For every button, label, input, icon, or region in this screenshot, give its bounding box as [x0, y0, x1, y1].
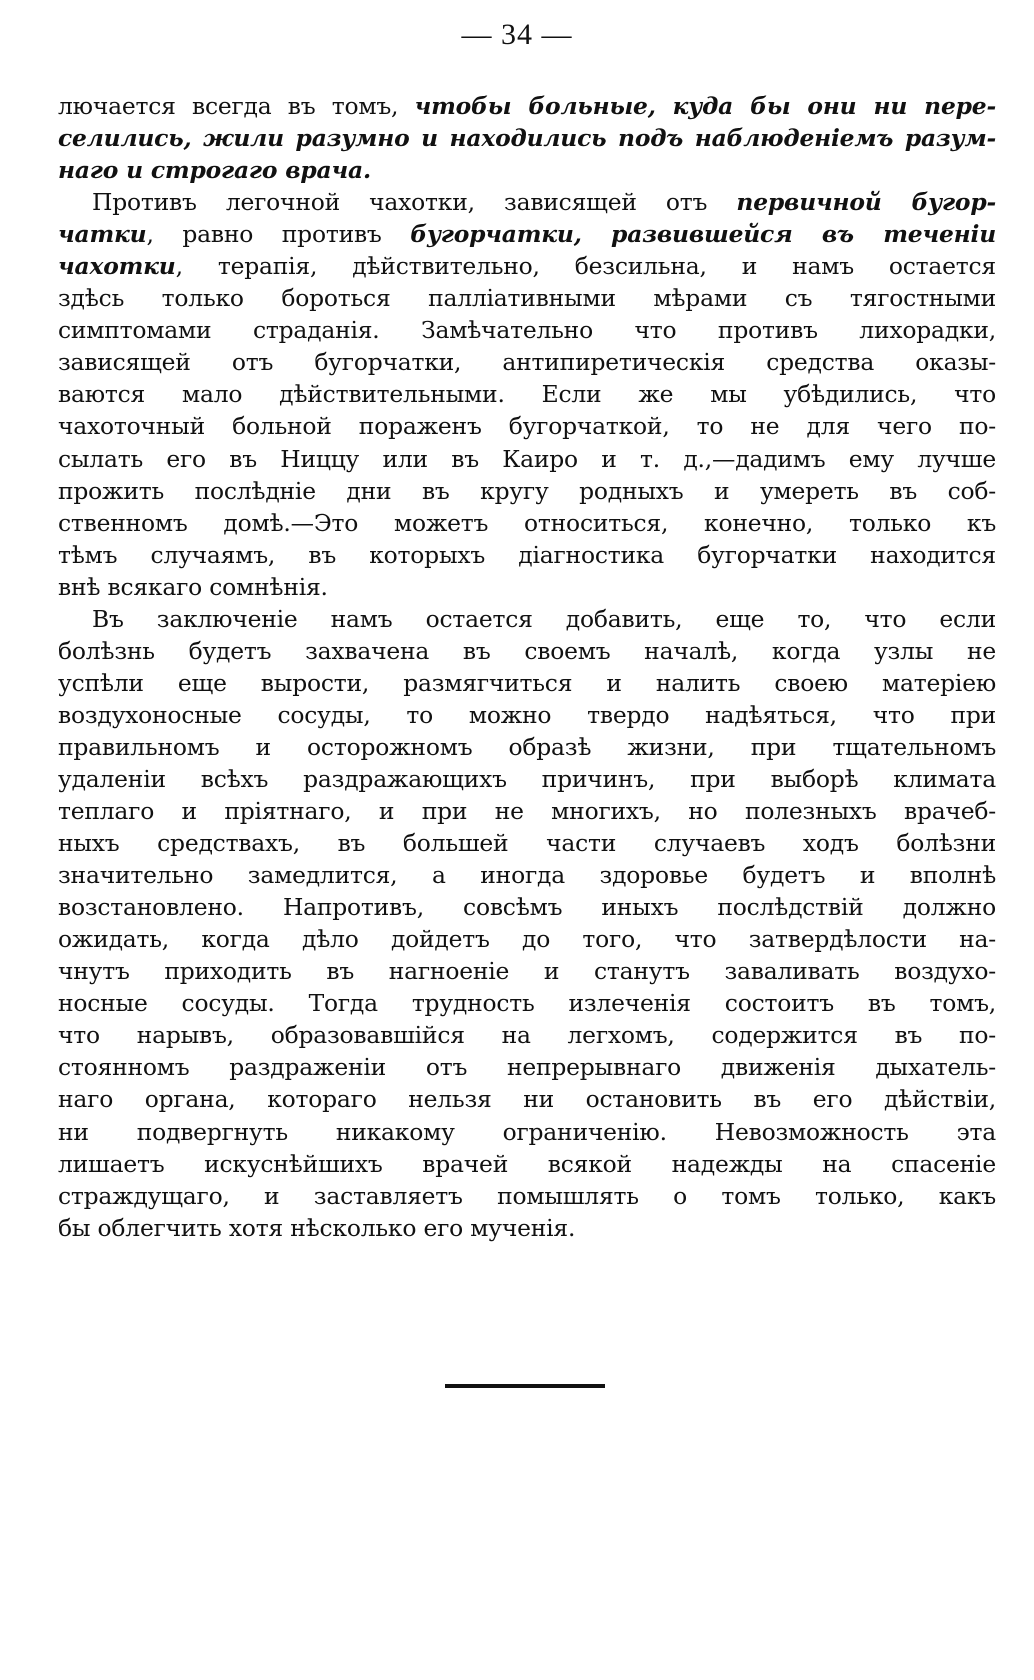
text-segment: ственномъ домѣ.—Это можетъ относиться, конечно, только къ	[58, 508, 996, 537]
end-rule	[445, 1384, 605, 1388]
text-segment: тѣмъ случаямъ, въ которыхъ діагностика бугорчатки находится	[58, 540, 996, 569]
text-line	[58, 1116, 996, 1148]
text-line	[58, 154, 996, 186]
italic-text-segment: наго и строгаго врача.	[58, 156, 371, 185]
text-segment: удаленіи всѣхъ раздражающихъ причинъ, при выборѣ климата	[58, 764, 996, 793]
text-line	[58, 571, 996, 603]
text-segment: Противъ легочной чахотки, зависящей отъ	[92, 188, 737, 217]
text-line	[58, 667, 996, 699]
body-text	[58, 90, 996, 1244]
italic-text-segment: селились, жили разумно и находились подъ наблюденіемъ разум-	[58, 124, 996, 153]
text-segment: страждущаго, и заставляетъ помышлять о томъ только, какъ	[58, 1181, 996, 1210]
text-line	[58, 282, 996, 314]
text-line	[58, 987, 996, 1019]
text-line	[58, 475, 996, 507]
text-line	[58, 250, 996, 282]
text-line	[58, 443, 996, 475]
text-line	[58, 90, 996, 122]
text-segment: носные сосуды. Тогда трудность излеченія состоитъ въ томъ,	[58, 989, 996, 1018]
text-segment: , терапія, дѣйствительно, безсильна, и намъ остается	[175, 252, 996, 281]
text-segment: зависящей отъ бугорчатки, антипиретическія средства оказы-	[58, 348, 996, 377]
text-segment: значительно замедлится, а иногда здоровье будетъ и вполнѣ	[58, 861, 996, 890]
text-line	[58, 859, 996, 891]
text-line	[58, 1212, 996, 1244]
text-segment: симптомами страданія. Замѣчательно что противъ лихорадки,	[58, 316, 996, 345]
text-line	[58, 731, 996, 763]
text-segment: ожидать, когда дѣло дойдетъ до того, что затвердѣлости на-	[58, 925, 996, 954]
text-segment: здѣсь только бороться палліативными мѣрами съ тягостными	[58, 284, 996, 313]
italic-text-segment: первичной бугор-	[736, 188, 996, 217]
text-segment: , равно противъ	[146, 220, 411, 249]
text-line	[58, 827, 996, 859]
text-line	[58, 1148, 996, 1180]
text-segment: наго органа, котораго нельзя ни остановить въ его дѣйствіи,	[58, 1085, 996, 1114]
italic-text-segment: бугорчатки, развившейся въ теченіи	[410, 220, 996, 249]
text-segment: ваются мало дѣйствительными. Если же мы убѣдились, что	[58, 380, 996, 409]
text-line	[58, 346, 996, 378]
text-line	[58, 539, 996, 571]
text-line	[58, 923, 996, 955]
text-segment: ни подвергнуть никакому ограниченію. Невозможность эта	[58, 1117, 996, 1146]
text-segment: болѣзнь будетъ захвачена въ своемъ началѣ, когда узлы не	[58, 636, 996, 665]
text-segment: воздухоносные сосуды, то можно твердо надѣяться, что при	[58, 700, 996, 729]
text-segment: чнутъ приходить въ нагноеніе и станутъ заваливать воздухо-	[58, 957, 996, 986]
text-line	[58, 122, 996, 154]
italic-text-segment: чтобы больные, куда бы они ни пере-	[414, 92, 996, 120]
italic-text-segment: чатки	[58, 220, 147, 249]
text-segment: бы облегчить хотя нѣсколько его мученія.	[58, 1213, 576, 1242]
text-segment: возстановлено. Напротивъ, совсѣмъ иныхъ послѣдствій должно	[58, 893, 996, 922]
text-segment: лючается всегда въ томъ,	[58, 92, 415, 120]
text-segment: стоянномъ раздраженіи отъ непрерывнаго движенія дыхатель-	[58, 1053, 996, 1082]
text-segment: что нарывъ, образовавшійся на легхомъ, содержится въ по-	[58, 1021, 996, 1050]
text-line	[58, 955, 996, 987]
text-segment: внѣ всякаго сомнѣнія.	[58, 572, 328, 601]
text-line	[58, 186, 996, 218]
text-line	[58, 1051, 996, 1083]
text-segment: прожить послѣдніе дни въ кругу родныхъ и умереть въ соб-	[58, 476, 996, 505]
text-line	[58, 763, 996, 795]
text-line	[58, 410, 996, 442]
text-segment: ныхъ средствахъ, въ большей части случаевъ ходъ болѣзни	[58, 829, 996, 858]
text-segment: чахоточный больной пораженъ бугорчаткой, то не для чего по-	[58, 412, 996, 441]
text-line	[58, 1019, 996, 1051]
text-segment: лишаетъ искуснѣйшихъ врачей всякой надежды на спасеніе	[58, 1149, 996, 1178]
text-line	[58, 699, 996, 731]
text-line	[58, 314, 996, 346]
text-line	[58, 378, 996, 410]
text-line	[58, 507, 996, 539]
text-segment: сылать его въ Ниццу или въ Каиро и т. д.,—дадимъ ему лучше	[58, 444, 996, 473]
text-line	[58, 1083, 996, 1115]
text-line	[58, 891, 996, 923]
text-segment: теплаго и пріятнаго, и при не многихъ, но полезныхъ врачеб-	[58, 797, 996, 826]
text-segment: правильномъ и осторожномъ образѣ жизни, при тщательномъ	[58, 732, 996, 761]
page-number: — 34 —	[461, 18, 573, 51]
text-line	[58, 635, 996, 667]
text-segment: Въ заключеніе намъ остается добавить, еще то, что если	[92, 604, 996, 633]
text-line	[58, 603, 996, 635]
text-line	[58, 1180, 996, 1212]
italic-text-segment: чахотки	[58, 252, 176, 281]
text-line	[58, 795, 996, 827]
text-line	[58, 218, 996, 250]
text-segment: успѣли еще вырости, размягчиться и налить своею матеріею	[58, 668, 996, 697]
